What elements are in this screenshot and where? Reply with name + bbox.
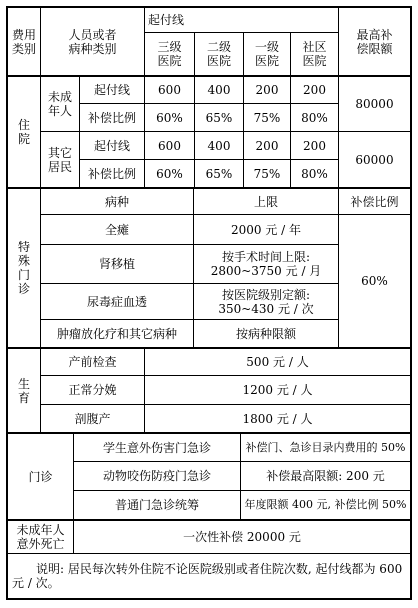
death-label: 未成年人 意外死亡 bbox=[16, 523, 65, 551]
value-cell: 60% bbox=[156, 110, 183, 125]
border-right bbox=[410, 6, 412, 600]
birth-value: 500 元 / 人 bbox=[246, 355, 309, 369]
value-cell: 80% bbox=[301, 110, 328, 125]
header-max-limit: 最高补 偿限额 bbox=[356, 27, 393, 56]
max-limit-value: 60000 bbox=[355, 152, 394, 167]
outpatient-item: 普通门急诊统筹 bbox=[114, 498, 199, 512]
special-head-limit: 上限 bbox=[253, 194, 278, 209]
birth-value: 1200 元 / 人 bbox=[242, 383, 313, 397]
header-person-type: 人员或者 病种类别 bbox=[68, 27, 117, 56]
value-cell: 75% bbox=[253, 166, 281, 181]
death-value: 一次性补偿 20000 元 bbox=[183, 530, 301, 544]
outpatient-value: 补偿最高限额: 200 元 bbox=[266, 469, 385, 483]
outpatient-item: 学生意外伤害门急诊 bbox=[102, 440, 211, 455]
rule bbox=[6, 553, 412, 554]
birth-item: 产前检查 bbox=[68, 355, 117, 369]
value-cell: 65% bbox=[205, 166, 233, 181]
header-category: 费用 类别 bbox=[11, 27, 36, 56]
birth-item: 剖腹产 bbox=[74, 411, 111, 426]
header-level3: 三级 医院 bbox=[157, 40, 182, 68]
disease-name: 肿瘤放化疗和其它病种 bbox=[56, 326, 177, 341]
header-level1: 一级 医院 bbox=[254, 40, 279, 68]
max-limit-value: 80000 bbox=[355, 97, 394, 111]
value-cell: 75% bbox=[253, 110, 281, 125]
value-cell: 65% bbox=[205, 110, 233, 125]
value-cell: 200 bbox=[255, 138, 279, 153]
disease-limit: 2000 元 / 年 bbox=[230, 222, 302, 237]
birth-label: 生 育 bbox=[17, 376, 30, 405]
value-cell: 80% bbox=[301, 166, 328, 181]
border-bottom bbox=[6, 598, 412, 600]
note-text: 说明: 居民每次转外住院不论医院级别或者住院次数, 起付线都为 600 元 / 次。 bbox=[12, 562, 403, 590]
birth-value: 1800 元 / 人 bbox=[242, 411, 313, 426]
value-cell: 600 bbox=[158, 138, 181, 153]
disease-name: 尿毒症血透 bbox=[86, 294, 147, 309]
outpatient-label: 门诊 bbox=[28, 469, 53, 484]
value-cell: 200 bbox=[255, 83, 279, 97]
special-head-ratio: 补偿比例 bbox=[350, 194, 399, 209]
outpatient-value: 年度限额 400 元, 补偿比例 50% bbox=[244, 498, 407, 511]
group-name: 未成 年人 bbox=[47, 90, 72, 118]
special-ratio-value: 60% bbox=[361, 274, 388, 288]
disease-limit: 按手术时间上限: 2800~3750 元 / 月 bbox=[210, 250, 322, 278]
value-cell: 60% bbox=[156, 166, 183, 181]
hospital-label: 住 院 bbox=[17, 118, 30, 146]
value-cell: 200 bbox=[303, 138, 326, 153]
special-label: 特 殊 门 诊 bbox=[17, 240, 30, 296]
value-cell: 200 bbox=[303, 83, 326, 97]
disease-limit: 按医院级别定额: 350~430 元 / 次 bbox=[218, 287, 314, 316]
group-name: 其它 居民 bbox=[47, 145, 72, 174]
header-level2: 二级 医院 bbox=[206, 40, 231, 68]
disease-name: 肾移植 bbox=[98, 257, 135, 271]
row-label: 补偿比例 bbox=[87, 166, 136, 181]
disease-limit: 按病种限额 bbox=[235, 326, 296, 341]
value-cell: 400 bbox=[207, 83, 231, 97]
outpatient-value: 补偿门、急诊目录内费用的 50% bbox=[245, 440, 406, 454]
value-cell: 600 bbox=[158, 83, 181, 97]
birth-item: 正常分娩 bbox=[68, 383, 117, 397]
row-label: 起付线 bbox=[93, 83, 130, 97]
outpatient-item: 动物咬伤防疫门急诊 bbox=[102, 469, 211, 483]
row-label: 起付线 bbox=[93, 138, 130, 153]
disease-name: 全瘫 bbox=[104, 222, 129, 237]
value-cell: 400 bbox=[207, 138, 231, 153]
header-community: 社区 医院 bbox=[302, 40, 327, 68]
header-deductible: 起付线 bbox=[148, 13, 185, 27]
row-label: 补偿比例 bbox=[87, 110, 136, 125]
special-head-disease: 病种 bbox=[104, 194, 129, 209]
